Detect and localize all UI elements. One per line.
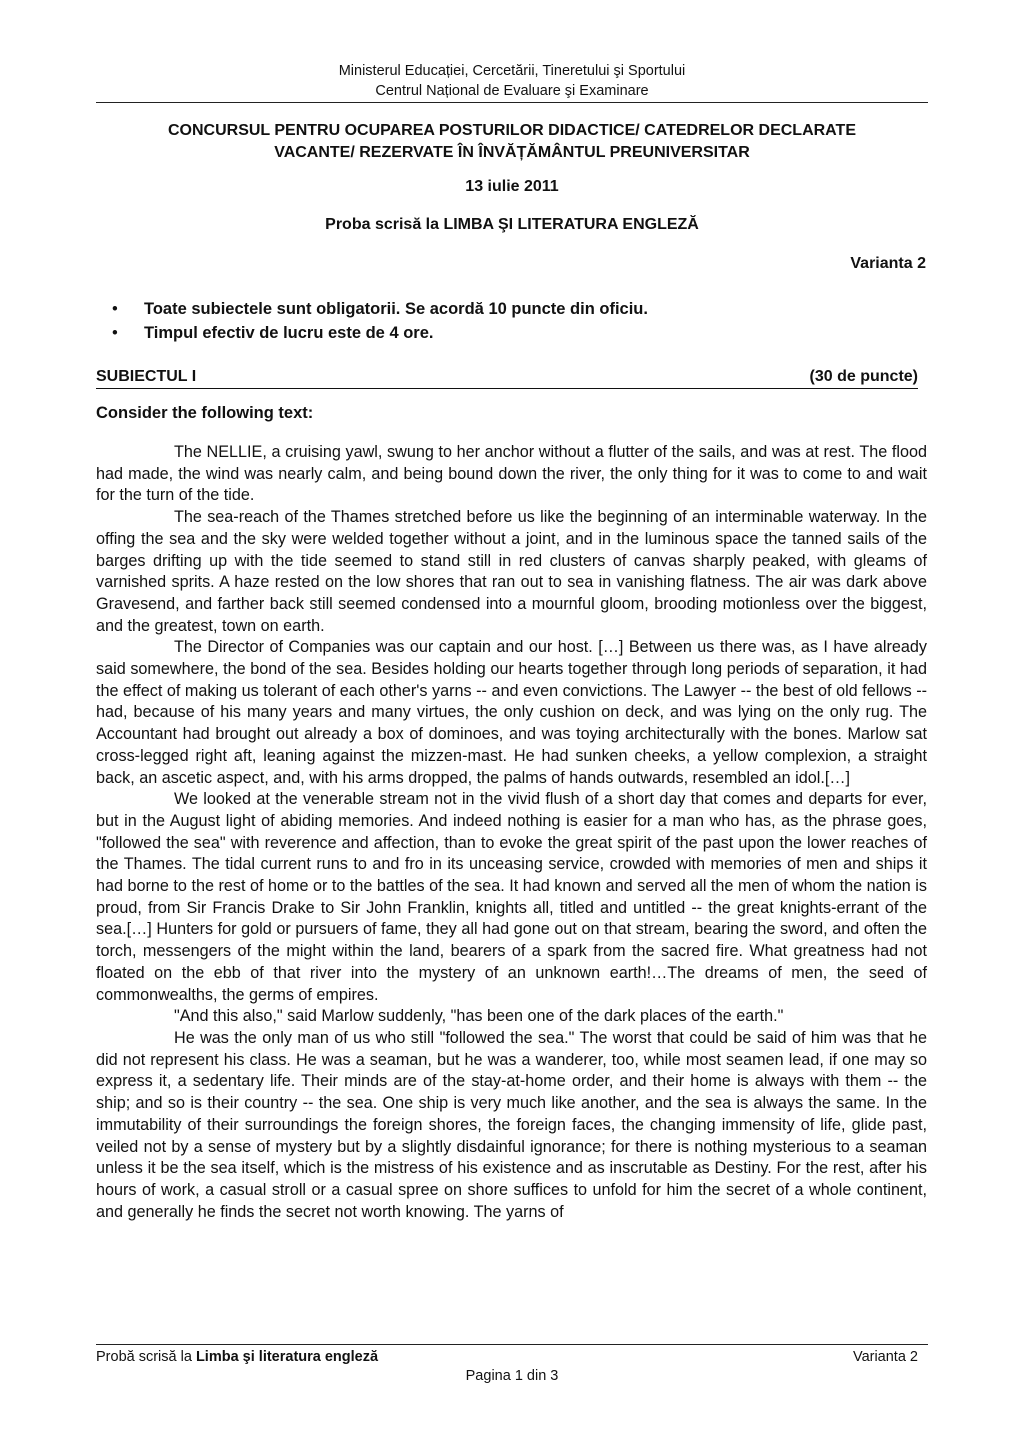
bullet-icon: • xyxy=(112,324,118,342)
section-label: SUBIECTUL I xyxy=(96,368,197,385)
section-heading xyxy=(96,368,918,389)
instruction-item xyxy=(112,297,648,321)
passage-paragraph: We looked at the venerable stream not in the vivid flush of a short day that comes and departs for ever, but in the August light of abiding memories. And indeed nothing is easier for a man who has, as the phrase goes, "followed the sea" with reverence and affection, than to evoke the great spirit of the past upon the lower reaches of the Thames. The tidal current runs to and fro in its unceasing service, crowded with memories of men and ships it had borne to the rest of home or to the battles of the sea. It had known and served all the men of whom the nation is proud, from Sir Francis Drake to Sir John Franklin, knights all, titled and untitled -- the great knights-errant of the sea.[…] Hunters for gold or pursuers of fame, they all had gone out on that stream, bearing the sword, and often the torch, messengers of the might within the land, bearers of a spark from the sacred fire. What greatness had not floated on the ebb of that river into the mystery of an unknown earth!…The dreams of men, the seed of commonwealths, the germs of empires. xyxy=(96,790,927,1004)
footer-divider xyxy=(96,1344,928,1345)
task-prompt: Consider the following text: xyxy=(96,404,314,422)
variant-label: Varianta 2 xyxy=(850,255,926,272)
contest-title xyxy=(96,120,928,164)
instructions-list xyxy=(112,297,648,345)
header-divider xyxy=(96,102,928,103)
footer-variant: Varianta 2 xyxy=(852,1349,918,1365)
exam-subject: Proba scrisă la LIMBA ŞI LITERATURA ENGLEZĂ xyxy=(325,216,699,233)
ministry-header xyxy=(96,61,928,101)
passage-paragraph: The NELLIE, a cruising yawl, swung to her anchor without a flutter of the sails, and was at rest. The flood had made, the wind was nearly calm, and being bound down the river, the only thing for it was to come to and wait for the turn of the tide. xyxy=(96,443,927,505)
instruction-item xyxy=(112,321,648,345)
footer-exam-name xyxy=(96,1349,378,1365)
reading-passage xyxy=(96,442,927,1223)
center-name: Centrul Național de Evaluare şi Examinare xyxy=(375,83,649,99)
instruction-text: Toate subiectele sunt obligatorii. Se acordă 10 puncte din oficiu. xyxy=(144,300,648,318)
contest-title-line-2: VACANTE/ REZERVATE ÎN ÎNVĂȚĂMÂNTUL PREUNIVERSITAR xyxy=(274,144,750,161)
passage-paragraph: The sea-reach of the Thames stretched before us like the beginning of an interminable waterway. In the offing the sea and the sky were welded together without a joint, and in the luminous space the tanned sails of the barges drifting up with the tide seemed to stand still in red clusters of canvas sharply peaked, with gleams of varnished sprits. A haze rested on the low shores that ran out to sea in vanishing flatness. The air was dark above Gravesend, and farther back still seemed condensed into a mournful gloom, brooding motionless over the biggest, and the greatest, town on earth. xyxy=(96,508,927,635)
ministry-name: Ministerul Educației, Cercetării, Tineretului şi Sportului xyxy=(338,63,686,79)
passage-paragraph: He was the only man of us who still "followed the sea." The worst that could be said of him was that he did not represent his class. He was a seaman, but he was a wanderer, too, while most seamen lead, if one may so express it, a sedentary life. Their minds are of the stay-at-home order, and their home is always with them -- the ship; and so is their country -- the sea. One ship is very much like another, and the sea is always the same. In the immutability of their surroundings the foreign shores, the foreign faces, the changing immensity of life, glide past, veiled not by a sense of mystery but by a slightly disdainful ignorance; for there is nothing mysterious to a seaman unless it be the sea itself, which is the mistress of his existence and as inscrutable as Destiny. For the rest, after his hours of work, a casual stroll or a casual spree on shore suffices to unfold for him the secret of a whole continent, and generally he finds the secret not worth knowing. The yarns of xyxy=(96,1028,927,1221)
passage-paragraph: "And this also," said Marlow suddenly, "has been one of the dark places of the earth." xyxy=(174,1007,784,1026)
bullet-icon: • xyxy=(112,300,118,318)
section-points: (30 de puncte) xyxy=(809,368,918,385)
footer-prefix: Probă scrisă la xyxy=(96,1349,196,1365)
instruction-text: Timpul efectiv de lucru este de 4 ore. xyxy=(144,324,434,342)
exam-date: 13 iulie 2011 xyxy=(465,178,559,195)
passage-paragraph: The Director of Companies was our captain and our host. […] Between us there was, as I have already said somewhere, the bond of the sea. Besides holding our hearts together through long periods of separation, it had the effect of making us tolerant of each other's yarns -- and even convictions. The Lawyer -- the best of old fellows -- had, because of his many years and many virtues, the only cushion on deck, and was lying on the only rug. The Accountant had brought out already a box of dominoes, and was toying architecturally with the bones. Marlow sat cross-legged right aft, leaning against the mizzen-mast. He had sunken cheeks, a yellow complexion, a straight back, an ascetic aspect, and, with his arms dropped, the palms of hands outwards, resembled an idol.[…] xyxy=(96,638,927,787)
page-number: Pagina 1 din 3 xyxy=(465,1368,559,1384)
contest-title-line-1: CONCURSUL PENTRU OCUPAREA POSTURILOR DIDACTICE/ CATEDRELOR DECLARATE xyxy=(167,122,856,139)
footer-subject: Limba şi literatura engleză xyxy=(195,1349,379,1365)
